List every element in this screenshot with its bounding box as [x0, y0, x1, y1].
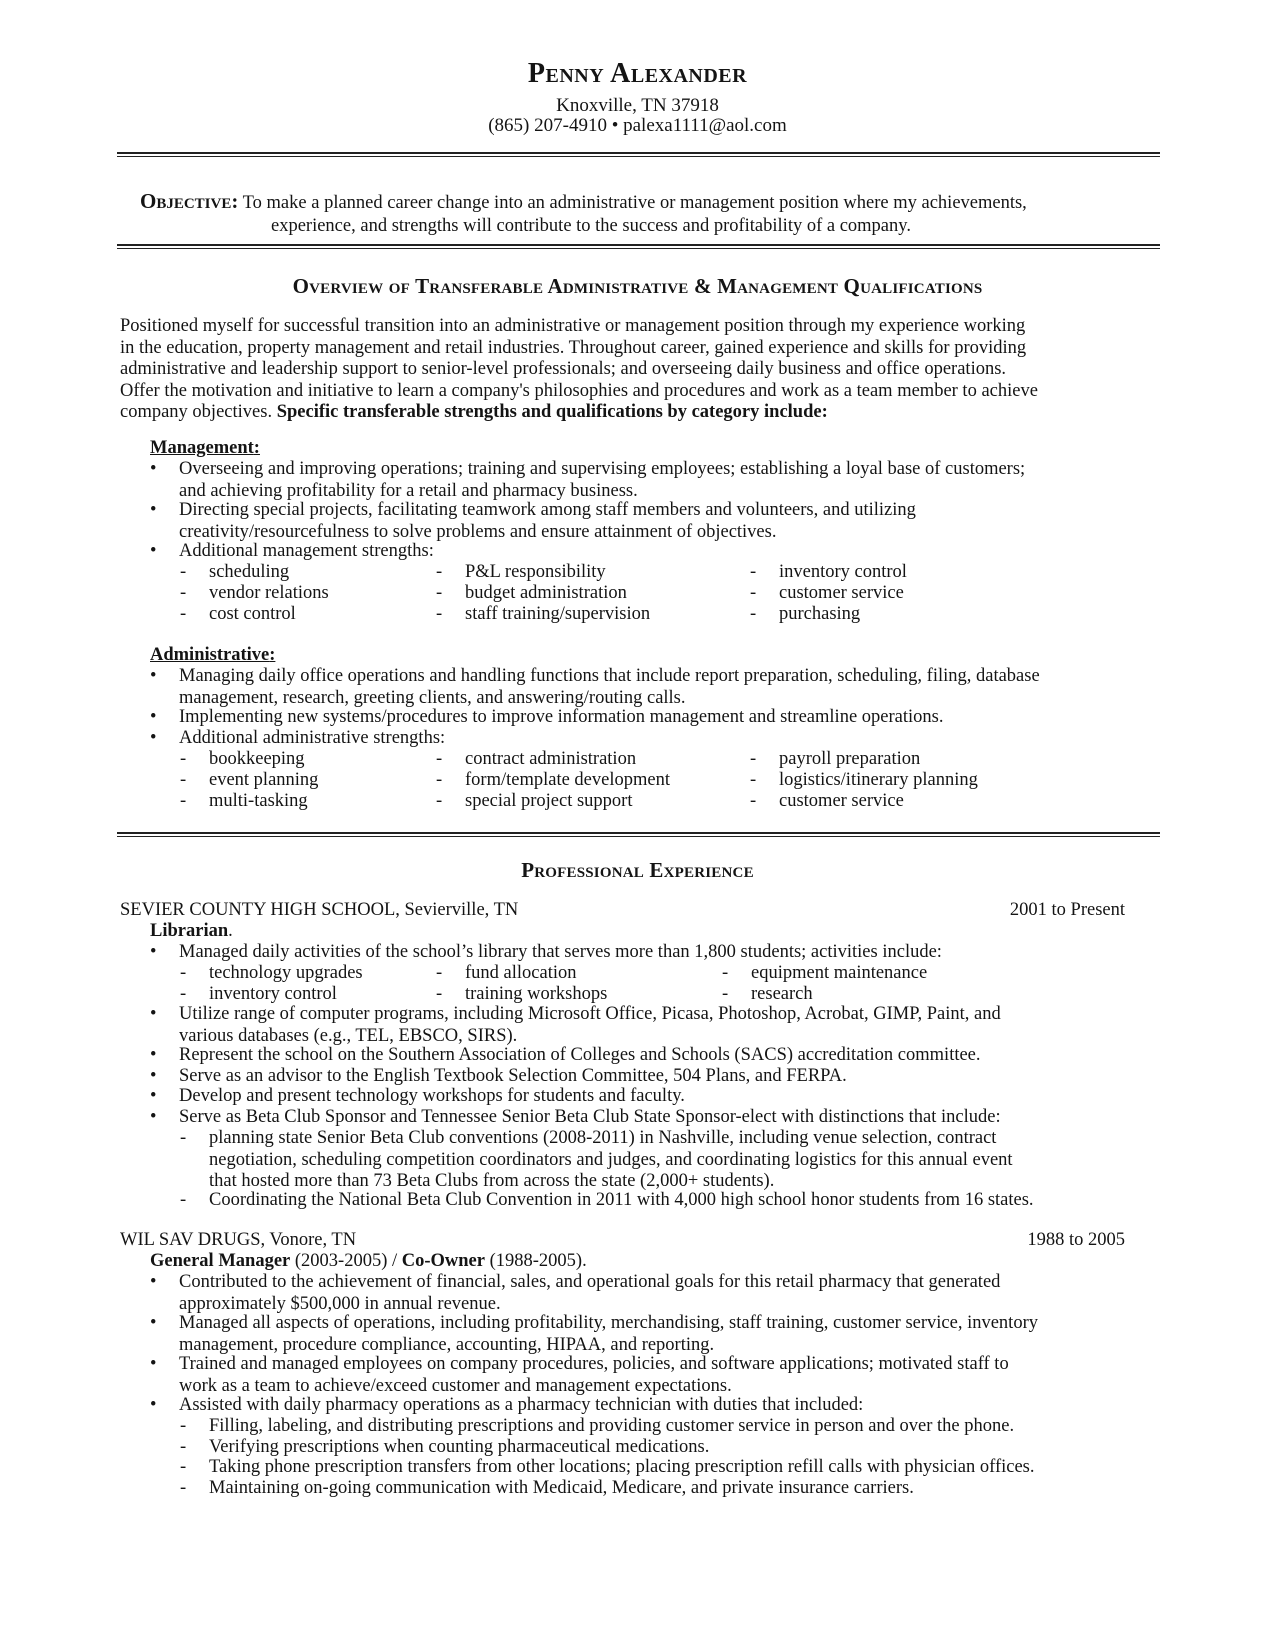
experience-title: Professional Experience	[521, 858, 754, 882]
overview-line: Positioned myself for successful transition into an administrative or management position through my experience working	[120, 316, 1026, 336]
sub-item-line: Taking phone prescription transfers from other locations; placing prescription refill calls with physician offices.	[209, 1457, 1035, 1477]
sub-item-line: negotiation, scheduling competition coordinators and judges, and coordinating logistics for this annual event	[209, 1149, 1013, 1170]
divider-rule	[117, 152, 1160, 157]
bullet-symbol: •	[150, 459, 157, 479]
candidate-contact: (865) 207-4910 • palexa1111@aol.com	[488, 115, 787, 136]
employer-name: SEVIER COUNTY HIGH SCHOOL, Sevierville, TN	[120, 900, 519, 920]
bullet-line: work as a team to achieve/exceed customer and management expectations.	[179, 1375, 732, 1396]
bullet-line: Managing daily office operations and handling functions that include report preparation, scheduling, filing, database	[179, 666, 1040, 686]
objective-text-line2: experience, and strengths will contribute to the success and profitability of a company.	[271, 216, 911, 236]
overview-line: in the education, property management and retail industries. Throughout career, gained experience and skills for providing	[120, 337, 1027, 358]
bullet-symbol: •	[150, 500, 157, 520]
overview-line: Offer the motivation and initiative to learn a company's philosophies and procedures and work as a team member to achieve	[120, 380, 1038, 401]
bullet-line: Assisted with daily pharmacy operations as a pharmacy technician with duties that included:	[179, 1395, 864, 1415]
bullet-symbol: •	[150, 707, 157, 727]
bullet-symbol: •	[150, 1354, 157, 1374]
job-title: General Manager (2003-2005) / Co-Owner (1988-2005).	[150, 1251, 587, 1271]
candidate-name: Penny Alexander	[527, 58, 748, 89]
divider-rule	[117, 244, 1160, 249]
bullet-line: Contributed to the achievement of financial, sales, and operational goals for this retail pharmacy that generated	[179, 1272, 1001, 1292]
bullet-line: Utilize range of computer programs, including Microsoft Office, Picasa, Photoshop, Acrobat, GIMP, Paint, and	[179, 1004, 1001, 1024]
overview-line: administrative and leadership support to senior-level professionals; and overseeing daily business and office operations.	[120, 359, 1007, 379]
bullet-symbol: •	[150, 1004, 157, 1024]
bullet-line: Implementing new systems/procedures to improve information management and streamline operations.	[179, 707, 944, 727]
bullet-line: Additional administrative strengths:	[179, 728, 446, 748]
bullet-symbol: •	[150, 666, 157, 686]
overview-title: Overview of Transferable Administrative & Management Qualifications	[292, 274, 983, 298]
management-heading: Management:	[150, 438, 260, 458]
overview-last-plain: company objectives.	[120, 402, 277, 422]
bullet-line: Managed daily activities of the school’s library that serves more than 1,800 students; activities include:	[179, 942, 942, 962]
employment-dates: 2001 to Present	[1009, 900, 1125, 920]
management-heading-text: Management	[150, 438, 254, 458]
bullet-line: Overseeing and improving operations; training and supervising employees; establishing a loyal base of customers;	[179, 459, 1026, 479]
objective-section	[140, 190, 1170, 238]
employment-dates: 1988 to 2005	[1027, 1230, 1125, 1250]
objective-label: Objective:	[140, 189, 239, 213]
sub-item-line: Verifying prescriptions when counting pharmaceutical medications.	[209, 1437, 710, 1457]
job-title: Librarian.	[150, 921, 233, 941]
administrative-heading-text: Administrative	[150, 645, 270, 665]
bullet-line: Trained and managed employees on company procedures, policies, and software applications; motivated staff to	[179, 1354, 1009, 1374]
divider-rule	[117, 832, 1160, 837]
sub-item-line: Filling, labeling, and distributing prescriptions and providing customer service in person and over the phone.	[209, 1416, 1015, 1436]
employer-name: WIL SAV DRUGS, Vonore, TN	[120, 1230, 357, 1250]
bullet-symbol: •	[150, 1066, 157, 1086]
overview-last-bold: Specific transferable strengths and qualifications by category include:	[276, 402, 828, 422]
bullet-line: creativity/resourcefulness to solve problems and ensure attainment of objectives.	[179, 521, 777, 542]
bullet-symbol: •	[150, 1395, 157, 1415]
bullet-line: Managed all aspects of operations, including profitability, merchandising, staff training, customer service, inventory	[179, 1313, 1038, 1333]
bullet-line: Directing special projects, facilitating teamwork among staff members and volunteers, and utilizing	[179, 500, 916, 520]
bullet-symbol: •	[150, 1272, 157, 1292]
bullet-symbol: •	[150, 1045, 157, 1065]
bullet-line: Represent the school on the Southern Association of Colleges and Schools (SACS) accreditation committee.	[179, 1045, 981, 1065]
administrative-heading: Administrative:	[150, 645, 276, 665]
bullet-line: approximately $500,000 in annual revenue.	[179, 1293, 501, 1314]
job-title-text: Librarian	[150, 921, 229, 941]
bullet-line: management, research, greeting clients, and answering/routing calls.	[179, 687, 686, 708]
candidate-address: Knoxville, TN 37918	[556, 95, 719, 116]
bullet-line: Serve as an advisor to the English Textbook Selection Committee, 504 Plans, and FERPA.	[179, 1066, 847, 1086]
bullet-symbol: •	[150, 1313, 157, 1333]
resume-page: Penny Alexander Knoxville, TN 37918 (865) 207-4910 • palexa1111@aol.com Objective: To make a planned career change into an administrative or management position where my achievements, experience, and strengths will contribute to the success and profitability of a company. Overview of Transferable Administrative & Management Qualifications Positioned myself for successful transition into an administrative or management position through my experience working in the education, property management and retail industries. Throughout career, gained experience and skills for providing administrative and leadership support to senior-level professionals; and overseeing daily business and office operations. Offer the motivation and initiative to learn a company's philosophies and procedures and work as a team member to achieve company objectives. Specific transferable strengths and qualifications by category include: Management: • Overseeing and improving operations; training and supervising employees; establishing a loyal base of customers; and achieving profitability for a retail and pharmacy business. • Directing special projects, facilitating teamwork among staff members and volunteers, and utilizing creativity/resourcefulness to solve problems and ensure attainment of objectives. • Additional management strengths: - scheduling - P&L responsibility - inventory control - vendor relations - budget administration - customer service - cost control - staff training/supervision - purchasing Administrative: • Managing daily office operations and handling functions that include report preparation, scheduling, filing, database management, research, greeting clients, and answering/routing calls. • Implementing new systems/procedures to improve information management and streamline operations. • Additional administrative strengths: - bookkeeping - contract administration - payroll preparation - event planning - form/template development - logistics/itinerary planning - multi-tasking - special project support - customer service Professional Experience SEVIER COUNTY HIGH SCHOOL, Sevierville, TN 2001 to Present Librarian. • Managed daily activities of the school’s library that serves more than 1,800 students; activities include: - technology upgrades - fund allocation - equipment maintenance - inventory control - training workshops - research • Utilize range of computer programs, including Microsoft Office, Picasa, Photoshop, Acrobat, GIMP, Paint, and various databases (e.g., TEL, EBSCO, SIRS). • Represent the school on the Southern Association of Colleges and Schools (SACS) accreditation committee. • Serve as an advisor to the English Textbook Selection Committee, 504 Plans, and FERPA. • Develop and present technology workshops for students and faculty. • Serve as Beta Club Sponsor and Tennessee Senior Beta Club State Sponsor-elect with distinctions that include: - planning state Senior Beta Club conventions (2008-2011) in Nashville, including venue selection, contract negotiation, scheduling competition coordinators and judges, and coordinating logistics for this annual event that hosted more than 73 Beta Clubs from across the state (2,000+ students). - Coordinating the National Beta Club Convention in 2011 with 4,000 high school honor students from 16 states. WIL SAV DRUGS, Vonore, TN 1988 to 2005 General Manager (2003-2005) / Co-Owner (1988-2005). • Contributed to the achievement of financial, sales, and operational goals for this retail pharmacy that generated approximately $500,000 in annual revenue. • Managed all aspects of operations, including profitability, merchandising, staff training, customer service, inventory management, procedure compliance, accounting, HIPAA, and reporting. • Trained and managed employees on company procedures, policies, and software applications; motivated staff to work as a team to achieve/exceed customer and management expectations. • Assisted with daily pharmacy operations as a pharmacy technician with duties that included: - Filling, labeling, and distributing prescriptions and providing customer service in person and over the phone. - Verifying prescriptions when counting pharmaceutical medications. - Taking phone prescription transfers from other locations; placing prescription refill calls with physician offices. - Maintaining on-going communication with Medicaid, Medicare, and private insurance carriers.	[0, 0, 1275, 1650]
bullet-symbol: •	[150, 541, 157, 561]
bullet-line: Develop and present technology workshops for students and faculty.	[179, 1086, 685, 1106]
bullet-line: Serve as Beta Club Sponsor and Tennessee Senior Beta Club State Sponsor-elect with distinctions that include:	[179, 1107, 1001, 1127]
bullet-symbol: •	[150, 1086, 157, 1106]
overview-line-last	[120, 402, 1170, 424]
bullet-symbol: •	[150, 728, 157, 748]
overview-paragraph	[120, 316, 1170, 424]
objective-text-line1: To make a planned career change into an administrative or management position where my achievements,	[242, 193, 1027, 213]
sub-item-line: Coordinating the National Beta Club Convention in 2011 with 4,000 high school honor students from 16 states.	[209, 1190, 1034, 1210]
bullet-line: Additional management strengths:	[179, 541, 434, 561]
sub-item-line: planning state Senior Beta Club conventions (2008-2011) in Nashville, including venue selection, contract	[209, 1128, 997, 1148]
sub-item-line: Maintaining on-going communication with Medicaid, Medicare, and private insurance carriers.	[209, 1478, 914, 1498]
bullet-symbol: •	[150, 942, 157, 962]
bullet-line: management, procedure compliance, accounting, HIPAA, and reporting.	[179, 1334, 715, 1355]
sub-item-line: that hosted more than 73 Beta Clubs from across the state (2,000+ students).	[209, 1171, 775, 1191]
bullet-line: various databases (e.g., TEL, EBSCO, SIRS).	[179, 1025, 518, 1046]
bullet-symbol: •	[150, 1107, 157, 1127]
bullet-line: and achieving profitability for a retail and pharmacy business.	[179, 480, 638, 501]
